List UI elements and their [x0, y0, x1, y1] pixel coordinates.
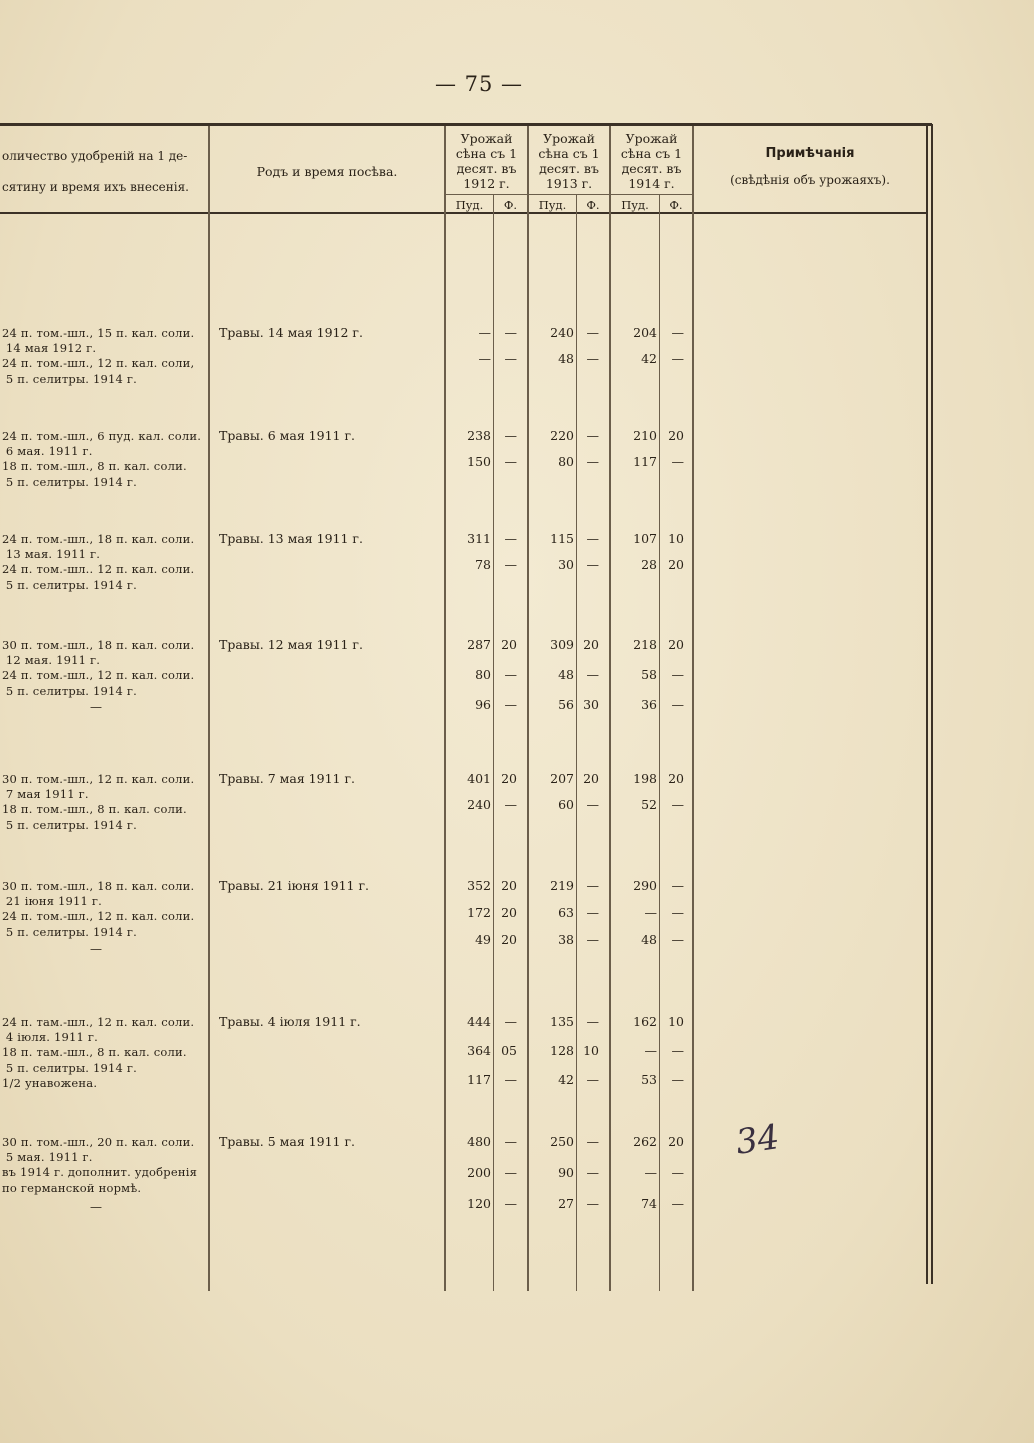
yield-value: 352: [467, 878, 491, 893]
yield-value: —: [504, 531, 517, 546]
yield-value: —: [586, 1014, 599, 1029]
header-fertilizer: оличество удобреній на 1 де- сятину и время ихъ внесенія.: [2, 149, 189, 194]
yield-value: 10: [668, 531, 684, 546]
yield-value: 218: [633, 637, 657, 652]
yield-value: 444: [467, 1014, 491, 1029]
yield-value: 219: [550, 878, 574, 893]
yield-value: 48: [558, 351, 574, 366]
yield-value: —: [671, 697, 684, 712]
fertilizer-cell: 30 п. том.-шл., 12 п. кал. соли. 7 мая 1911 г. 18 п. том.-шл., 8 п. кал. соли. 5 п. селитры. 1914 г.: [2, 772, 195, 832]
yield-value: —: [644, 905, 657, 920]
handwritten-note: 34: [733, 1117, 782, 1163]
fertilizer-cell: 30 п. том.-шл., 18 п. кал. соли. 21 іюня 1911 г. 24 п. том.-шл., 12 п. кал. соли. 5 п. селитры. 1914 г.: [2, 879, 195, 939]
yield-value: 38: [558, 932, 574, 947]
yield-value: 250: [550, 1134, 574, 1149]
sowing-cell: Травы. 7 мая 1911 г.: [219, 771, 355, 786]
year-subheader-rule: [445, 194, 692, 195]
dash-mark: —: [90, 1200, 102, 1214]
yield-value: 172: [467, 905, 491, 920]
yield-value: 117: [633, 454, 657, 469]
yield-value: —: [671, 325, 684, 340]
yield-value: —: [671, 1196, 684, 1211]
yield-value: 20: [583, 771, 599, 786]
yield-value: 120: [467, 1196, 491, 1211]
notes-title: Примѣчанія: [765, 146, 855, 161]
yield-value: 220: [550, 428, 574, 443]
yield-value: 90: [558, 1165, 574, 1180]
fertilizer-cell: 24 п. там.-шл., 12 п. кал. соли. 4 іюля. 1911 г. 18 п. там.-шл., 8 п. кал. соли. 5 п. селитры. 1914 г. 1/2 унавожена.: [2, 1015, 195, 1090]
yield-value: 309: [550, 637, 574, 652]
yield-value: —: [504, 325, 517, 340]
sowing-cell: Травы. 12 мая 1911 г.: [219, 637, 363, 652]
yield-value: 200: [467, 1165, 491, 1180]
yield-value: 52: [641, 797, 657, 812]
header-bottom-rule: [0, 212, 928, 214]
yield-value: —: [586, 351, 599, 366]
yield-value: 240: [467, 797, 491, 812]
yield-value: 28: [641, 557, 657, 572]
yield-value: —: [644, 1165, 657, 1180]
unit-pud: Пуд.: [455, 198, 484, 212]
header-yield-1913: Урожай сѣна съ 1 десят. въ 1913 г.: [538, 131, 600, 191]
yield-value: 240: [550, 325, 574, 340]
yield-value: —: [586, 1165, 599, 1180]
yield-value: 60: [558, 797, 574, 812]
yield-value: —: [478, 351, 491, 366]
yield-value: —: [586, 428, 599, 443]
yield-value: 05: [501, 1043, 517, 1058]
yield-value: —: [504, 697, 517, 712]
yield-value: 20: [501, 771, 517, 786]
yield-value: —: [644, 1043, 657, 1058]
yield-value: —: [504, 454, 517, 469]
yield-value: 150: [467, 454, 491, 469]
yield-value: 36: [641, 697, 657, 712]
yield-value: 207: [550, 771, 574, 786]
yield-value: —: [586, 325, 599, 340]
yield-value: 96: [475, 697, 491, 712]
yield-value: —: [504, 428, 517, 443]
yield-value: —: [504, 1072, 517, 1087]
yield-value: 30: [583, 697, 599, 712]
yield-value: —: [504, 557, 517, 572]
yield-value: 128: [550, 1043, 574, 1058]
yield-value: 262: [633, 1134, 657, 1149]
yield-value: 401: [467, 771, 491, 786]
sowing-cell: Травы. 21 іюня 1911 г.: [219, 878, 369, 893]
yield-value: —: [586, 878, 599, 893]
yield-value: 42: [558, 1072, 574, 1087]
yield-value: —: [671, 797, 684, 812]
yield-value: —: [504, 1196, 517, 1211]
yield-value: 20: [668, 1134, 684, 1149]
yield-value: 238: [467, 428, 491, 443]
yield-value: —: [671, 351, 684, 366]
column-divider: [692, 126, 694, 1291]
yield-value: —: [586, 667, 599, 682]
yield-value: 20: [668, 771, 684, 786]
fertilizer-cell: 24 п. том.-шл., 15 п. кал. соли. 14 мая 1912 г. 24 п. том.-шл., 12 п. кал. соли, 5 п. селитры. 1914 г.: [2, 326, 195, 386]
yield-value: —: [586, 1196, 599, 1211]
yield-value: —: [504, 667, 517, 682]
yield-value: —: [586, 557, 599, 572]
yield-value: —: [586, 454, 599, 469]
fertilizer-cell: 30 п. том.-шл., 18 п. кал. соли. 12 мая. 1911 г. 24 п. том.-шл., 12 п. кал. соли. 5 п. селитры. 1914 г.: [2, 638, 195, 698]
yield-value: 20: [583, 637, 599, 652]
yield-value: 20: [668, 637, 684, 652]
fertilizer-cell: 24 п. том.-шл., 6 пуд. кал. соли. 6 мая. 1911 г. 18 п. том.-шл., 8 п. кал. соли. 5 п. селитры. 1914 г.: [2, 429, 202, 489]
yield-value: 20: [501, 932, 517, 947]
yield-value: 115: [550, 531, 574, 546]
yield-value: —: [586, 1134, 599, 1149]
notes-subtitle: (свѣдѣнія объ урожаяхъ).: [730, 173, 890, 187]
yield-value: —: [504, 351, 517, 366]
column-divider: [609, 126, 611, 1291]
yield-value: 56: [558, 697, 574, 712]
header-notes: [694, 146, 926, 188]
fertilizer-cell: 24 п. том.-шл., 18 п. кал. соли. 13 мая. 1911 г. 24 п. том.-шл.. 12 п. кал. соли. 5 п. селитры. 1914 г.: [2, 532, 195, 592]
yield-value: —: [504, 797, 517, 812]
yield-value: 20: [668, 557, 684, 572]
unit-pud: Пуд.: [538, 198, 567, 212]
yield-value: 10: [583, 1043, 599, 1058]
column-divider: [208, 126, 210, 1291]
yield-value: 74: [641, 1196, 657, 1211]
yield-value: —: [671, 1043, 684, 1058]
yield-value: —: [586, 932, 599, 947]
sowing-cell: Травы. 4 іюля 1911 г.: [219, 1014, 361, 1029]
yield-value: —: [671, 1165, 684, 1180]
yield-value: —: [671, 932, 684, 947]
sowing-cell: Травы. 13 мая 1911 г.: [219, 531, 363, 546]
page-number: — 75 —: [434, 72, 524, 96]
yield-value: 135: [550, 1014, 574, 1029]
yield-value: 78: [475, 557, 491, 572]
column-divider: [527, 126, 529, 1291]
yield-value: —: [504, 1134, 517, 1149]
right-border: [926, 124, 928, 1284]
yield-value: 290: [633, 878, 657, 893]
unit-pud: Пуд.: [621, 198, 649, 212]
yield-value: 80: [558, 454, 574, 469]
yield-value: 480: [467, 1134, 491, 1149]
yield-value: 30: [558, 557, 574, 572]
yield-value: 20: [501, 905, 517, 920]
yield-value: 107: [633, 531, 657, 546]
yield-value: —: [586, 1072, 599, 1087]
yield-value: 27: [558, 1196, 574, 1211]
yield-value: —: [671, 454, 684, 469]
yield-value: 80: [475, 667, 491, 682]
yield-value: —: [586, 797, 599, 812]
yield-value: —: [671, 667, 684, 682]
yield-value: 204: [633, 325, 657, 340]
yield-value: 198: [633, 771, 657, 786]
sowing-cell: Травы. 5 мая 1911 г.: [219, 1134, 355, 1149]
yield-value: 162: [633, 1014, 657, 1029]
yield-value: 49: [475, 932, 491, 947]
sowing-cell: Травы. 14 мая 1912 г.: [219, 325, 363, 340]
yield-value: —: [671, 878, 684, 893]
yield-value: 48: [558, 667, 574, 682]
header-sowing: Родъ и время посѣва.: [256, 164, 398, 179]
yield-value: 20: [501, 878, 517, 893]
unit-f: Ф.: [586, 198, 600, 212]
yield-value: —: [504, 1165, 517, 1180]
yield-value: —: [671, 1072, 684, 1087]
yield-value: —: [671, 905, 684, 920]
fertilizer-cell: 30 п. том.-шл., 20 п. кал. соли. 5 мая. 1911 г. въ 1914 г. дополнит. удобренія по германской нормѣ.: [2, 1135, 198, 1195]
yield-value: —: [586, 905, 599, 920]
yield-value: 210: [633, 428, 657, 443]
unit-f: Ф.: [503, 198, 518, 212]
yield-value: 287: [467, 637, 491, 652]
yield-value: 10: [668, 1014, 684, 1029]
yield-value: —: [586, 531, 599, 546]
yield-value: 117: [467, 1072, 491, 1087]
column-divider: [444, 126, 446, 1291]
yield-value: 20: [501, 637, 517, 652]
yield-value: 311: [467, 531, 491, 546]
right-border: [931, 124, 933, 1284]
sowing-cell: Травы. 6 мая 1911 г.: [219, 428, 355, 443]
yield-value: 63: [558, 905, 574, 920]
yield-value: 58: [641, 667, 657, 682]
yield-value: —: [478, 325, 491, 340]
header-yield-1912: Урожай сѣна съ 1 десят. въ 1912 г.: [455, 131, 518, 191]
yield-value: 364: [467, 1043, 491, 1058]
yield-value: 53: [641, 1072, 657, 1087]
yield-value: —: [504, 1014, 517, 1029]
dash-mark: —: [90, 700, 102, 714]
yield-value: 20: [668, 428, 684, 443]
yield-value: 48: [641, 932, 657, 947]
table-top-rule: [0, 123, 932, 126]
header-yield-1914: Урожай сѣна съ 1 десят. въ 1914 г.: [620, 131, 683, 191]
yield-value: 42: [641, 351, 657, 366]
unit-f: Ф.: [669, 198, 683, 212]
dash-mark: —: [90, 942, 102, 956]
